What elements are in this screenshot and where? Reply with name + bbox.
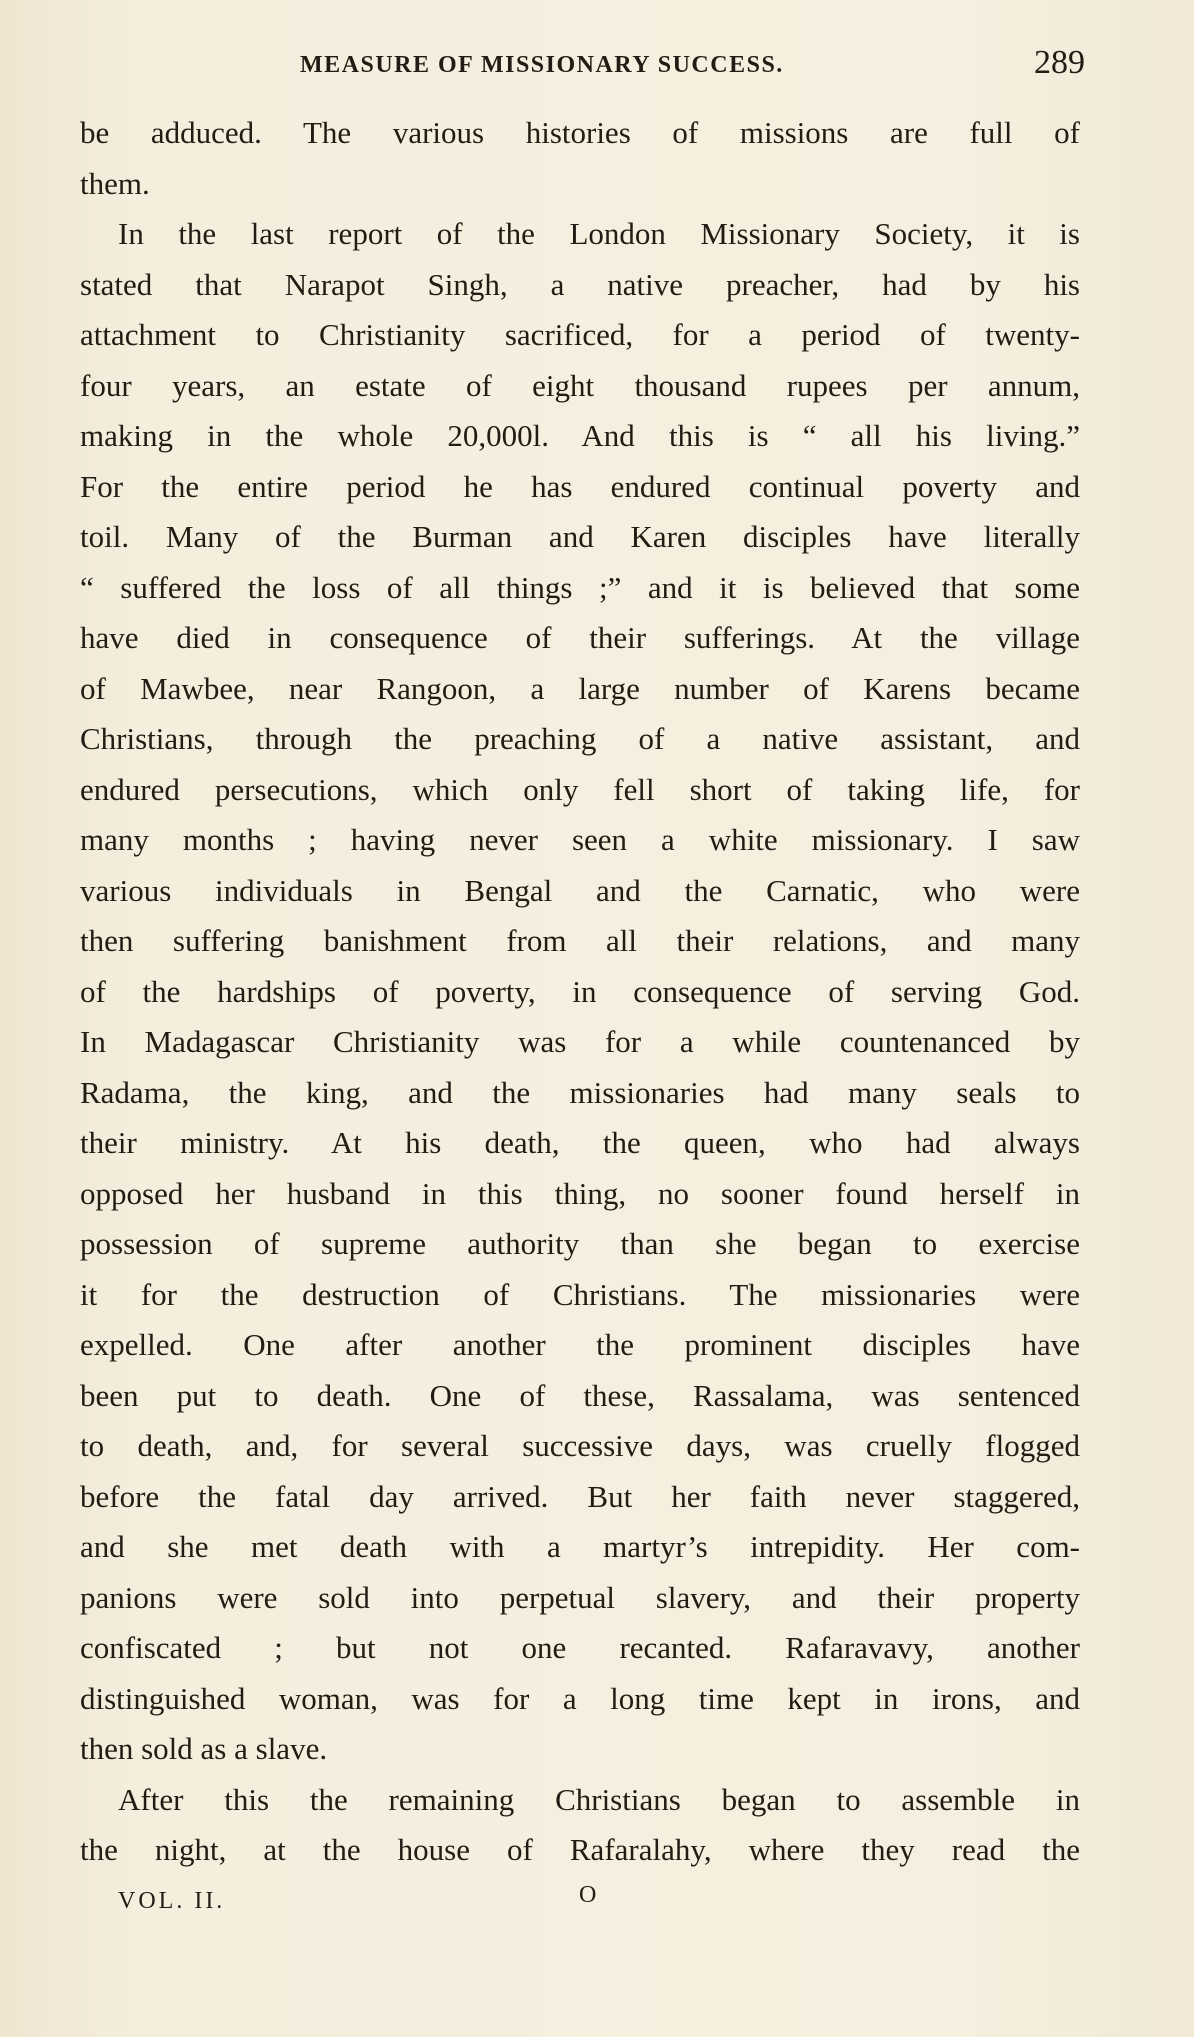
text-line: distinguished woman, was for a long time kept in irons, and bbox=[80, 1680, 1080, 1716]
text-line: In Madagascar Christianity was for a while countenanced by bbox=[80, 1024, 1080, 1059]
body-text bbox=[80, 108, 1080, 1876]
text-line: many months ; having never seen a white missionary. I saw bbox=[80, 822, 1080, 857]
running-head bbox=[80, 44, 1085, 94]
text-line: stated that Narapot Singh, a native preacher, had by his bbox=[80, 266, 1080, 302]
text-line: various individuals in Bengal and the Carnatic, who were bbox=[80, 872, 1080, 908]
text-line: “ suffered the loss of all things ;” and it is believed that some bbox=[80, 569, 1080, 605]
text-line: confiscated ; but not one recanted. Rafaravavy, another bbox=[80, 1630, 1080, 1665]
text-line: attachment to Christianity sacrificed, for a period of twenty- bbox=[80, 317, 1080, 352]
text-line: their ministry. At his death, the queen, who had always bbox=[80, 1125, 1080, 1160]
text-line: of the hardships of poverty, in consequence of serving God. bbox=[80, 973, 1080, 1009]
text-line: Christians, through the preaching of a native assistant, and bbox=[80, 721, 1080, 756]
text-line: then sold as a slave. bbox=[80, 1731, 328, 1766]
text-line: In the last report of the London Missionary Society, it is bbox=[118, 216, 1080, 251]
text-line: expelled. One after another the prominent disciples have bbox=[80, 1327, 1080, 1362]
text-line: be adduced. The various histories of missions are full of bbox=[80, 115, 1080, 150]
text-line: the night, at the house of Rafaralahy, where they read the bbox=[80, 1832, 1080, 1867]
text-line: of Mawbee, near Rangoon, a large number of Karens became bbox=[80, 670, 1080, 706]
text-line: opposed her husband in this thing, no sooner found herself in bbox=[80, 1175, 1080, 1211]
text-line: and she met death with a martyr’s intrepidity. Her com- bbox=[80, 1529, 1080, 1564]
text-line: it for the destruction of Christians. The missionaries were bbox=[80, 1276, 1080, 1312]
text-line: Radama, the king, and the missionaries had many seals to bbox=[80, 1074, 1080, 1110]
running-title: MEASURE OF MISSIONARY SUCCESS. bbox=[300, 52, 784, 78]
volume-signature: VOL. II. bbox=[118, 1888, 226, 1914]
text-line: then suffering banishment from all their relations, and many bbox=[80, 923, 1080, 958]
text-line: to death, and, for several successive days, was cruelly flogged bbox=[80, 1428, 1080, 1463]
text-line: been put to death. One of these, Rassalama, was sentenced bbox=[80, 1377, 1080, 1413]
signature-mark: O bbox=[579, 1882, 597, 1908]
text-line: panions were sold into perpetual slavery, and their property bbox=[80, 1579, 1080, 1615]
page-number: 289 bbox=[1034, 44, 1085, 81]
text-line: For the entire period he has endured continual poverty and bbox=[80, 468, 1080, 504]
text-line: them. bbox=[80, 165, 150, 201]
text-line: After this the remaining Christians began to assemble in bbox=[118, 1781, 1080, 1817]
text-line: before the fatal day arrived. But her faith never staggered, bbox=[80, 1478, 1080, 1514]
text-line: have died in consequence of their sufferings. At the village bbox=[80, 620, 1080, 655]
text-line: toil. Many of the Burman and Karen disciples have literally bbox=[80, 519, 1080, 554]
text-line: making in the whole 20,000l. And this is “ all his living.” bbox=[80, 418, 1080, 453]
text-line: endured persecutions, which only fell short of taking life, for bbox=[80, 771, 1080, 807]
text-line: four years, an estate of eight thousand rupees per annum, bbox=[80, 367, 1080, 403]
text-line: possession of supreme authority than she began to exercise bbox=[80, 1226, 1080, 1261]
